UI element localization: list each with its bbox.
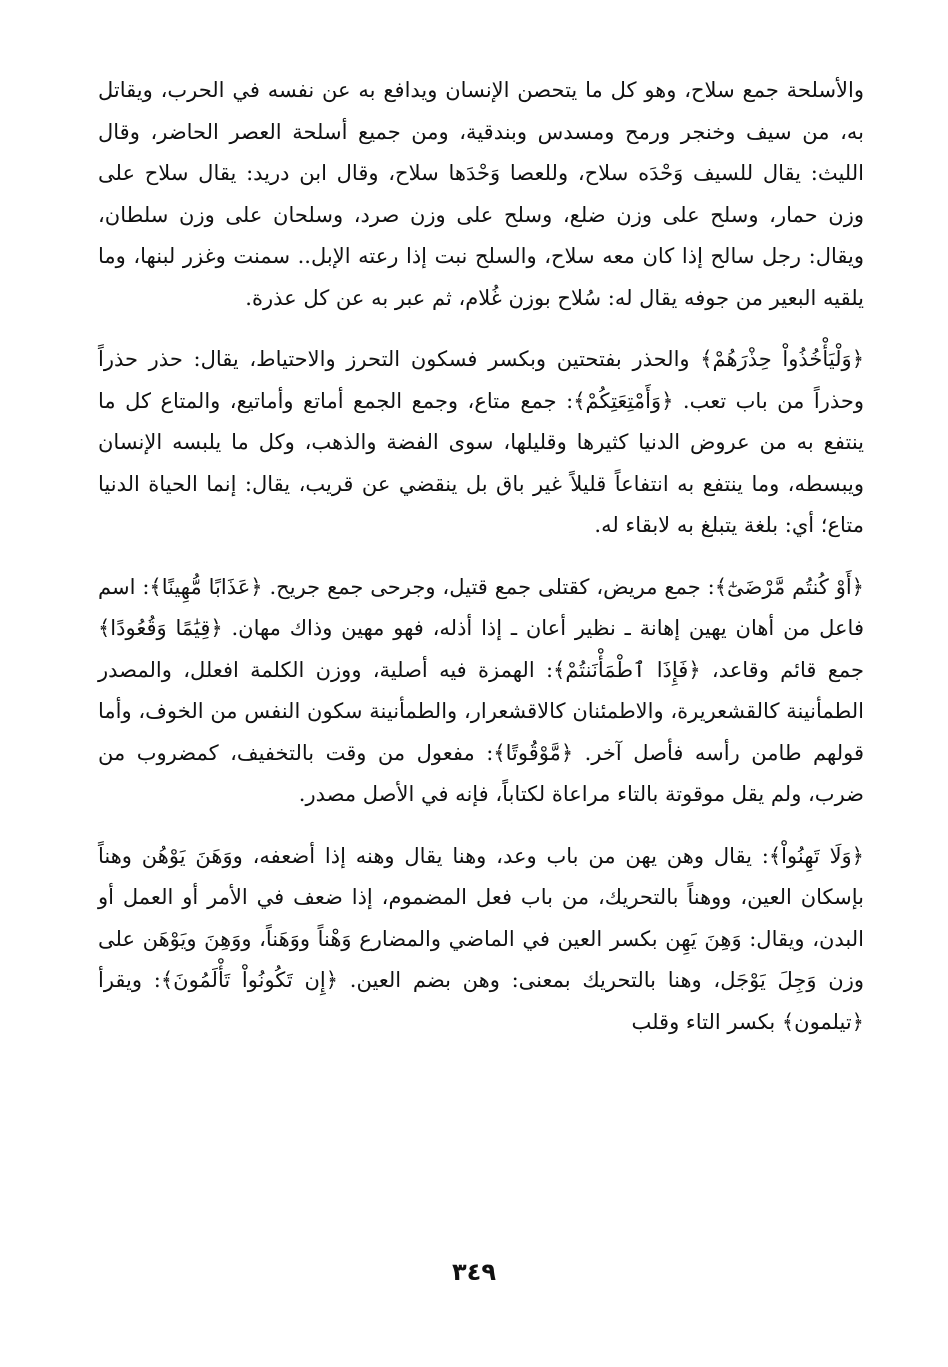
paragraph-caution-belongings: ﴿وَلْيَأْخُذُواْ حِذْرَهُمْ﴾ والحذر بفتحتين وبكسر فسكون التحرز والاحتياط، يقال: حذر حذراً وحذراً من باب تعب. ﴿وَأَمْتِعَتِكُمْ﴾: جمع متاع، وجمع الجمع أماتع وأماتيع، والمتاع كل ما ينتفع به من عروض الدنيا كثيرها وقليلها، سوى الفضة والذهب، وكل ما يلبسه الإنسان ويبسطه، وما ينتفع به انتفاعاً قليلاً غير باق بل ينقضي عن قريب، يقال: إنما الحياة الدنيا متاع؛ أي: بلغة يتبلغ به لابقاء له. bbox=[98, 347, 864, 537]
document-page bbox=[98, 70, 864, 1340]
paragraph-weakness: ﴿وَلَا تَهِنُواْ﴾: يقال وهن يهن من باب وعد، وهنا يقال وهنه إذا أضعفه، ووَهَنَ يَوْهُن وهناً بإسكان العين، ووهناً بالتحريك، من باب فعل المضموم، إذا ضعف في الأمر أو العمل أو البدن، ويقال: وَهِنَ يَهِن بكسر العين في الماضي والمضارع وَهْناً ووَهَناً، ووَهِنَ ويَوْهَن على وزن وَجِلَ يَوْجَل، وهنا بالتحريك بمعنى: وهن بضم العين. ﴿إِن تَكُونُواْ تَأْلَمُونَ﴾: ويقرأ ﴿تيلمون﴾ بكسر التاء وقلب bbox=[98, 843, 864, 1034]
paragraph-sick-humiliating: ﴿أَوْ كُنتُم مَّرْضَىٰٓ﴾: جمع مريض، كقتلى جمع قتيل، وجرحى جمع جريح. ﴿عَذَابًا مُّهِينًا﴾: اسم فاعل من أهان يهين إهانة ـ نظير أعان ـ إذا أذله، فهو مهين وذاك مهان. ﴿قِيَٰمًا وَقُعُودًا﴾ جمع قائم وقاعد، ﴿فَإِذَا ٱطْمَأْنَنتُمْ﴾: الهمزة فيه أصلية، ووزن الكلمة افعلل، والمصدر الطمأنينة كالقشعريرة، والاطمئنان كالاقشعرار، والطمأنينة سكون النفس من الخوف، وأما قولهم طامن رأسه فأصل آخر. ﴿مَّوْقُوتًا﴾: مفعول من وقت بالتخفيف، كمضروب من ضرب، ولم يقل موقوتة بالتاء مراعاة لكتاباً، فإنه في الأصل مصدر. bbox=[98, 574, 864, 806]
page-number: ٣٤٩ bbox=[452, 1258, 496, 1286]
paragraph-weapons: والأسلحة جمع سلاح، وهو كل ما يتحصن الإنسان ويدافع به عن نفسه في الحرب، ويقاتل به، من سيف وخنجر ورمح ومسدس وبندقية، ومن جميع أسلحة العصر الحاضر، وقال الليث: يقال للسيف وَحْدَه سلاح، وللعصا وَحْدَها سلاح، وقال ابن دريد: يقال سلاح على وزن حمار، وسلح على وزن ضلع، وسلح على وزن صرد، وسلحان على وزن سلطان، ويقال: رجل سالح إذا كان معه سلاح، والسلح نبت إذا رعته الإبل.. سمنت وغزر لبنها، وما يلقيه البعير من جوفه يقال له: سُلاح بوزن غُلام، ثم عبر به عن كل عذرة. bbox=[98, 78, 864, 310]
